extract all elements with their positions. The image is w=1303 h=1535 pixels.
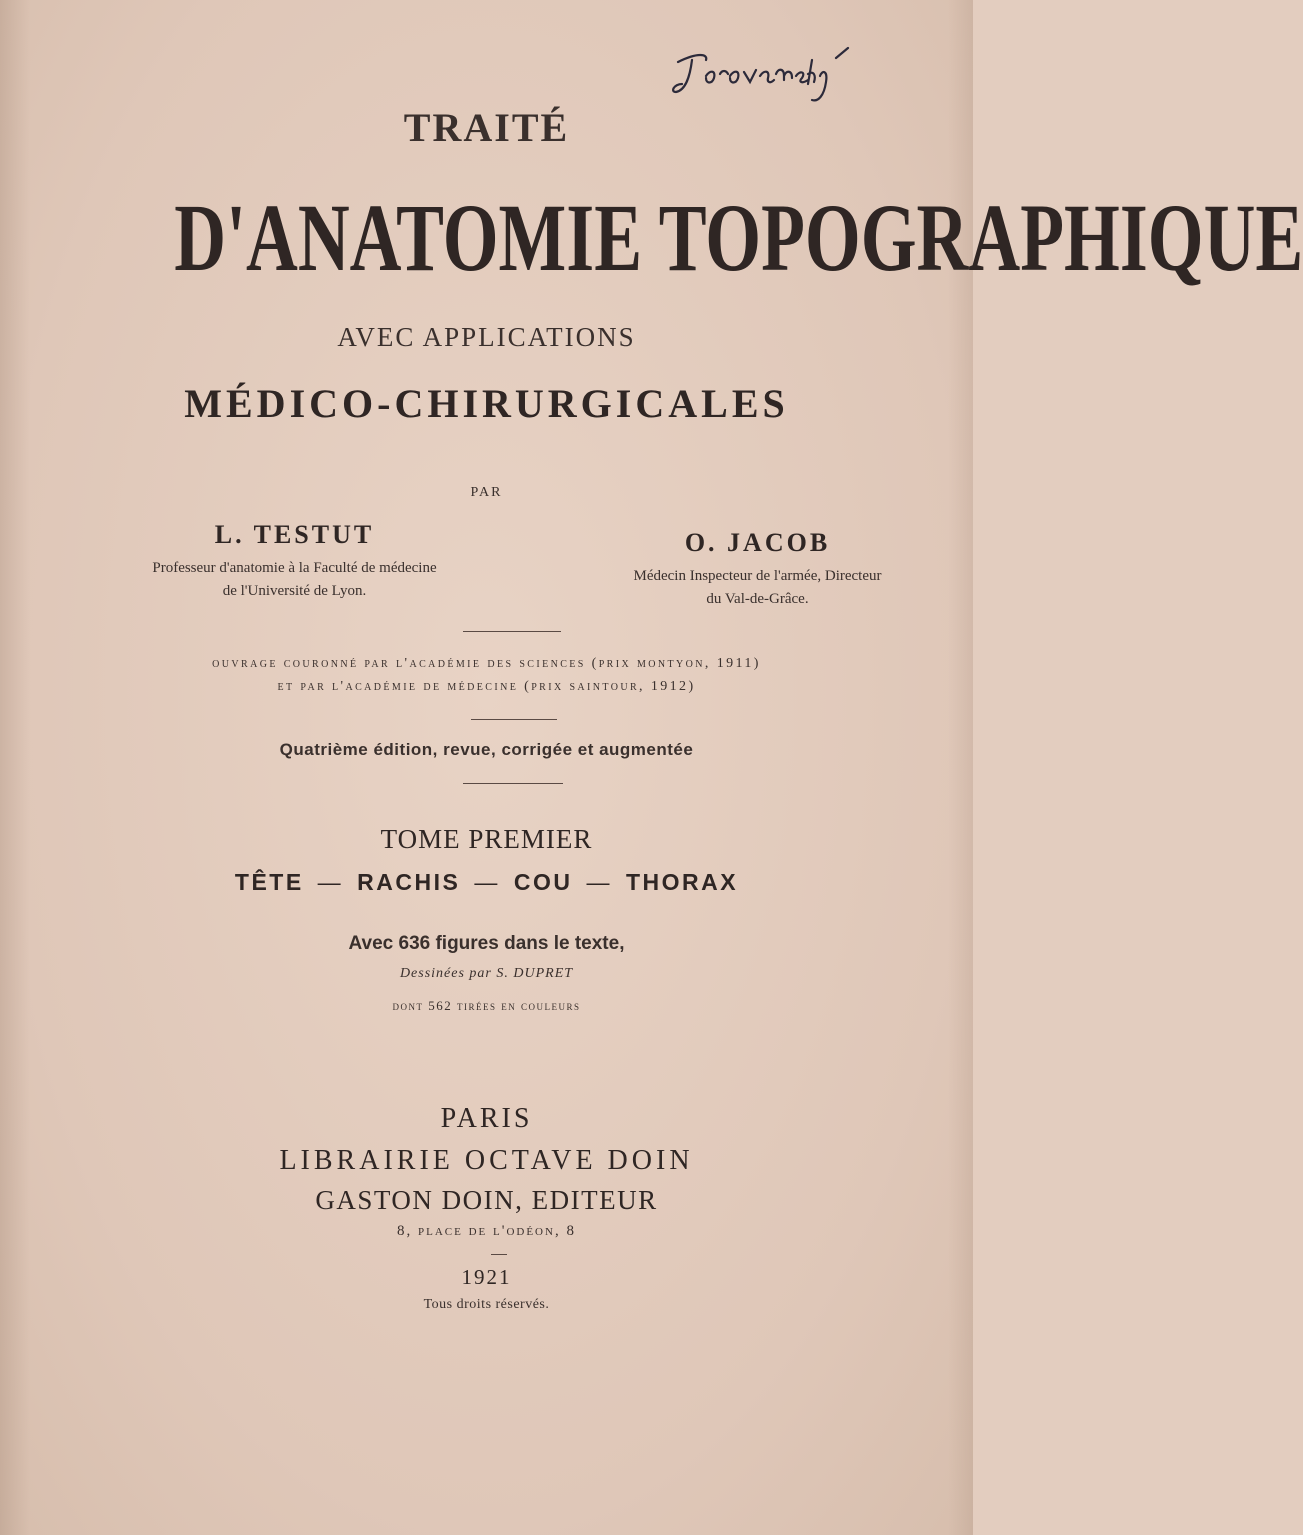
divider-rule	[471, 719, 557, 720]
subtitle-line2: MÉDICO-CHIRURGICALES	[184, 381, 789, 426]
tome-parts	[0, 869, 973, 896]
author-desc-line: de l'Université de Lyon.	[222, 583, 367, 599]
par-label: PAR	[470, 485, 503, 500]
award-line: ouvrage couronné par l'académie des sciences (prix montyon, 1911)	[212, 656, 761, 671]
author-name: L. TESTUT	[214, 520, 375, 549]
publisher-city: PARIS	[440, 1103, 533, 1134]
publication-year: 1921	[461, 1265, 512, 1289]
divider-rule	[463, 631, 561, 632]
part-cou: COU	[513, 869, 573, 895]
award-text	[0, 652, 973, 698]
illustrator-credit: Dessinées par S. DUPRET	[399, 966, 574, 981]
publisher-name: LIBRAIRIE OCTAVE DOIN	[279, 1145, 694, 1176]
part-tete: TÊTE	[234, 869, 304, 895]
author-desc-line: du Val-de-Grâce.	[706, 591, 809, 607]
subtitle-line1: AVEC APPLICATIONS	[337, 322, 636, 352]
author-desc-line: Médecin Inspecteur de l'armée, Directeur	[633, 568, 882, 584]
author-testut	[112, 520, 477, 603]
author-jacob	[600, 528, 915, 611]
part-separator: —	[586, 869, 612, 895]
part-separator: —	[317, 869, 344, 895]
author-desc-line: Professeur d'anatomie à la Faculté de médecine	[152, 560, 437, 576]
part-rachis: RACHIS	[357, 869, 461, 895]
figures-count: Avec 636 figures dans le texte,	[348, 933, 625, 954]
part-separator: —	[474, 869, 500, 895]
divider-rule	[463, 783, 563, 784]
title-traite: TRAITÉ	[403, 105, 570, 150]
part-thorax: THORAX	[625, 869, 739, 895]
author-description	[600, 565, 915, 611]
tome-label: TOME PREMIER	[380, 824, 593, 854]
award-line: et par l'académie de médecine (prix saintour, 1912)	[277, 679, 696, 694]
divider-rule	[491, 1254, 507, 1255]
author-description	[112, 557, 477, 603]
edition-text: Quatrième édition, revue, corrigée et augmentée	[279, 740, 694, 759]
handwritten-signature	[668, 40, 858, 110]
rights-reserved: Tous droits réservés.	[423, 1297, 550, 1312]
publisher-address: 8, place de l'odéon, 8	[397, 1223, 576, 1239]
main-title: D'ANATOMIE TOPOGRAPHIQUE	[174, 184, 1303, 292]
color-figures-note: dont 562 tirées en couleurs	[392, 998, 581, 1013]
publisher-editor: GASTON DOIN, EDITEUR	[315, 1185, 658, 1215]
author-name: O. JACOB	[684, 528, 831, 557]
